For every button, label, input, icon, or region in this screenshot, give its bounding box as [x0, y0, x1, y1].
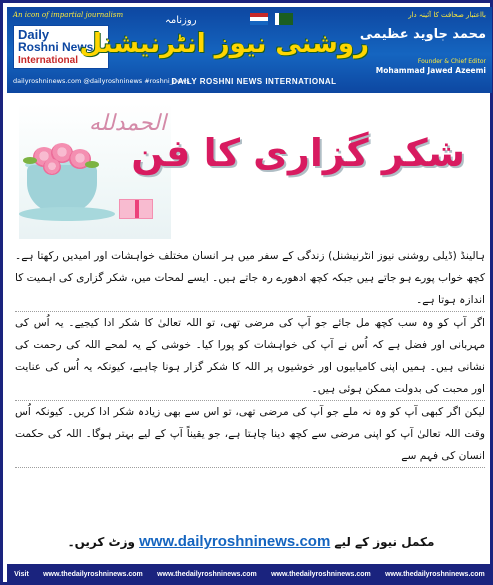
- article-body: [15, 245, 485, 561]
- teacup: [27, 165, 97, 213]
- logo-international: International: [18, 55, 79, 66]
- article-paragraph: اگر آپ کو وہ سب کچھ مل جائے جو آپ کی مرضی تھی، تو اللہ تعالیٰ کا شکر ادا کیجیے۔ یہ اُس کی مہربانی اور فضل ہے کہ اُس نے آپ کی خواہشات کو پورا کیا۔ خوشی کے یہ لمحے اللہ کی رحمت کی نشانی ہیں۔ ہمیں اپنی کامیابیوں اور خوشیوں پر اللہ کا شکر گزار ہونا چاہیے، کیونکہ یہ اُس کی عنایت اور محبت کی بدولت ممکن ہوئی ہیں۔: [15, 312, 485, 401]
- rose-icon: [43, 159, 61, 175]
- editor-name-en: Mohammad Jawed Azeemi: [375, 66, 486, 75]
- calligraphy-text: الحمدلله: [89, 111, 167, 136]
- article-paragraph: لیکن اگر کبھی آپ کو وہ نہ ملے جو آپ کی مرضی تھی، تو اس سے بھی زیادہ شکر ادا کریں۔ کیونکہ اُس وقت اللہ تعالیٰ آپ کو اپنی مرضی سے کچھ دینا چاہتا ہے، جو یقیناً آپ کے لیے بہتر ہوگا۔ اللہ کی حکمت انسان کی فہم سے: [15, 401, 485, 468]
- leaf-icon: [85, 161, 99, 168]
- article-paragraph: ہالینڈ (ڈیلی روشنی نیوز انٹرنیشنل) زندگی کے سفر میں ہر انسان مختلف خواہشات اور امیدیں رکھتا ہے۔ کچھ خواب پورے ہو جاتے ہیں جبکہ کچھ ادھورے رہ جاتے ہیں۔ ایسے لمحات میں، شکر گزاری کی اہمیت کا اندازہ ہوتا ہے۔: [15, 245, 485, 312]
- editor-name-ur: محمد جاوید عظیمی: [359, 27, 486, 42]
- website-link[interactable]: www.dailyroshninews.com: [139, 533, 331, 550]
- footer-bar: [7, 564, 492, 584]
- urdu-masthead-title: روشنی نیوز انٹرنیشنل: [79, 29, 369, 59]
- masthead-right: [359, 11, 486, 91]
- footer-link[interactable]: www.thedailyroshninews.com: [271, 570, 371, 578]
- saucer: [19, 207, 115, 221]
- article-title: شکر گزاری کا فن: [131, 131, 465, 175]
- closing-text-before: مکمل نیوز کے لیے: [334, 535, 435, 549]
- logo-daily: Daily: [18, 27, 50, 42]
- web-social-line: dailyroshninews.com @dailyroshninews #roshni_news: [13, 77, 190, 85]
- editor-role: Founder & Chief Editor: [417, 58, 486, 65]
- footer-visit: Visit: [14, 570, 29, 578]
- closing-line: [23, 533, 479, 557]
- masthead: [7, 7, 492, 93]
- urdu-rozname: روزنامہ: [165, 15, 197, 26]
- footer-link[interactable]: www.thedailyroshninews.com: [157, 570, 257, 578]
- leaf-icon: [23, 157, 37, 164]
- english-masthead-title: DAILY ROSHNI NEWS INTERNATIONAL: [171, 77, 337, 86]
- right-tagline-ur: بااعتبار صحافت کا آئینہ دار: [408, 11, 486, 19]
- gift-box: [119, 199, 153, 219]
- footer-link[interactable]: www.thedailyroshninews.com: [385, 570, 485, 578]
- pakistan-flag-icon: [275, 13, 293, 25]
- tagline-en: An icon of impartial journalism: [13, 11, 124, 19]
- netherlands-flag-icon: [250, 13, 268, 25]
- footer-link[interactable]: www.thedailyroshninews.com: [43, 570, 143, 578]
- logo-roshni-news: Roshni News: [18, 40, 94, 54]
- closing-text-after: وزٹ کریں۔: [67, 535, 135, 549]
